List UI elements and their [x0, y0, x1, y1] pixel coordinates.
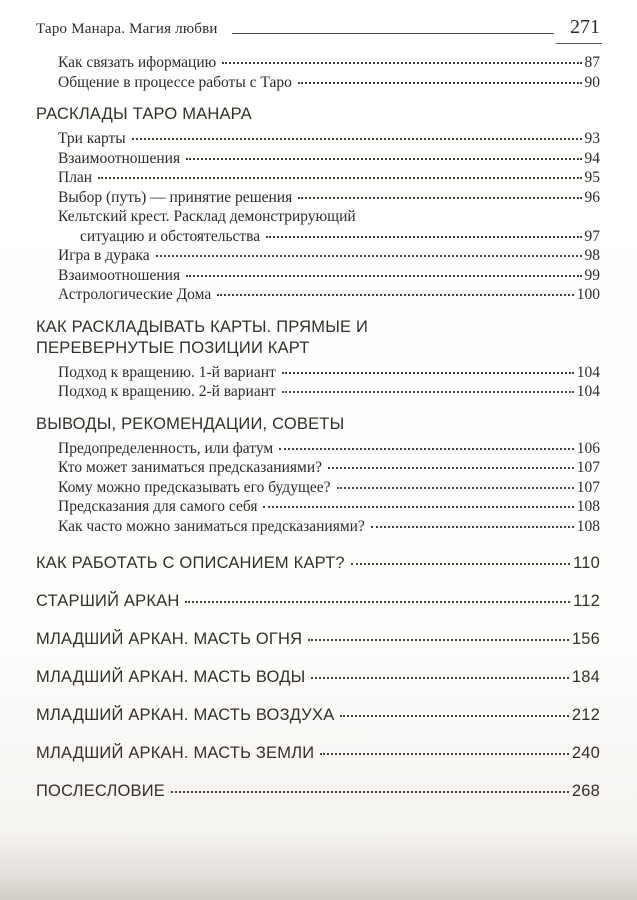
- toc-page-number: 112: [573, 592, 600, 610]
- toc-chapter-heading: [36, 553, 600, 574]
- toc-entry: [36, 207, 600, 246]
- toc-page-number: 268: [571, 782, 600, 800]
- toc-label: Кому можно предсказывать его будущее?: [58, 478, 331, 496]
- toc-label: Предопределенность, или фатум: [58, 439, 274, 457]
- toc-page-number: 184: [571, 668, 600, 686]
- toc-label: ВЫВОДЫ, РЕКОМЕНДАЦИИ, СОВЕТЫ: [36, 414, 345, 433]
- toc-entry: [36, 458, 600, 478]
- toc-entry: [36, 246, 600, 266]
- toc-label: МЛАДШИЙ АРКАН. МАСТЬ ЗЕМЛИ: [36, 744, 315, 762]
- toc-label: МЛАДШИЙ АРКАН. МАСТЬ ОГНЯ: [36, 630, 303, 648]
- toc-entry: [36, 73, 600, 93]
- toc-label: Три карты: [58, 130, 126, 147]
- toc-chapter-heading: [36, 743, 600, 764]
- toc-page-number: 94: [584, 149, 600, 167]
- toc-entry: [36, 53, 600, 73]
- toc-page-number: 93: [584, 130, 600, 147]
- toc-label: МЛАДШИЙ АРКАН. МАСТЬ ВОЗДУХА: [36, 706, 335, 724]
- toc-entry: [36, 517, 600, 537]
- toc-label: Как часто можно заниматься предсказаниями?: [58, 517, 365, 535]
- toc-page-number: 107: [576, 459, 600, 476]
- toc-entry: [36, 439, 600, 459]
- toc-label: Общение в процессе работы с Таро: [58, 73, 292, 91]
- toc-entry: [36, 266, 600, 286]
- toc-page-number: 110: [573, 554, 600, 572]
- toc-page-number: 107: [576, 478, 600, 496]
- toc-entry: [36, 149, 600, 169]
- toc-section-heading: [36, 104, 600, 125]
- toc-page-number: 156: [571, 630, 600, 648]
- toc-chapter-heading: [36, 629, 600, 650]
- toc-page-number: 90: [584, 73, 600, 91]
- toc-entry: [36, 168, 600, 188]
- toc-label: ситуацию и обстоятельства: [80, 227, 261, 245]
- toc-label: Выбор (путь) — принятие решения: [58, 188, 293, 206]
- toc-label: Взаимоотношения: [58, 149, 181, 167]
- toc-chapter-heading: [36, 667, 600, 688]
- toc-page-number: 240: [571, 744, 600, 762]
- toc-entry: [36, 129, 600, 149]
- toc-page-number: 98: [584, 247, 600, 264]
- toc-entry: [36, 382, 600, 402]
- toc-label: МЛАДШИЙ АРКАН. МАСТЬ ВОДЫ: [36, 668, 306, 686]
- toc-page-number: 108: [576, 498, 600, 515]
- toc-page-number: 104: [576, 363, 600, 381]
- toc-page-number: 97: [584, 227, 600, 245]
- toc-section-heading: [36, 414, 600, 435]
- toc-page-number: 104: [576, 383, 600, 400]
- toc-page-number: 100: [576, 286, 600, 303]
- toc-label: Взаимоотношения: [58, 266, 181, 284]
- toc-label: Как связать иформацию: [58, 54, 217, 71]
- book-title: Таро Манара. Магия любви: [36, 21, 218, 37]
- toc-label: ПОСЛЕСЛОВИЕ: [36, 782, 165, 800]
- toc-label: Предсказания для самого себя: [58, 498, 258, 515]
- toc-label: План: [58, 169, 93, 186]
- toc-label: СТАРШИЙ АРКАН: [36, 592, 180, 610]
- toc-chapter-heading: [36, 705, 600, 726]
- toc-section-heading: [36, 317, 600, 359]
- toc-entry: [36, 497, 600, 517]
- page-number: 271: [570, 16, 600, 38]
- toc-label: Подход к вращению. 1-й вариант: [58, 363, 276, 381]
- toc-page-number: 96: [584, 188, 600, 206]
- toc-label: КАК РАБОТАТЬ С ОПИСАНИЕМ КАРТ?: [36, 554, 345, 572]
- toc-page-number: 95: [584, 169, 600, 186]
- toc-label: ПЕРЕВЕРНУТЫЕ ПОЗИЦИИ КАРТ: [36, 338, 310, 357]
- header-rule: [218, 16, 570, 39]
- toc-entry: [36, 363, 600, 383]
- toc-label: Игра в дурака: [58, 247, 150, 264]
- toc-entry: [36, 478, 600, 498]
- toc-page-number: 87: [584, 54, 600, 71]
- toc-label: Астрологические Дома: [58, 286, 212, 303]
- toc-page-number: 212: [571, 706, 600, 724]
- toc-label: Кельтский крест. Расклад демонстрирующий: [58, 208, 356, 225]
- toc-label: Кто может заниматься предсказаниями?: [58, 459, 323, 476]
- running-header: [36, 16, 600, 39]
- toc-entry: [36, 188, 600, 208]
- toc-page-number: 108: [576, 517, 600, 535]
- toc-chapter-heading: [36, 591, 600, 612]
- toc-label: КАК РАСКЛАДЫВАТЬ КАРТЫ. ПРЯМЫЕ И: [36, 317, 369, 336]
- toc-chapter-heading: [36, 781, 600, 802]
- toc-page-number: 99: [584, 266, 600, 284]
- toc-label: РАСКЛАДЫ ТАРО МАНАРА: [36, 105, 252, 123]
- toc-entry: [36, 285, 600, 305]
- toc-label: Подход к вращению. 2-й вариант: [58, 383, 276, 400]
- toc-page-number: 106: [576, 439, 600, 457]
- toc-list: [36, 53, 600, 802]
